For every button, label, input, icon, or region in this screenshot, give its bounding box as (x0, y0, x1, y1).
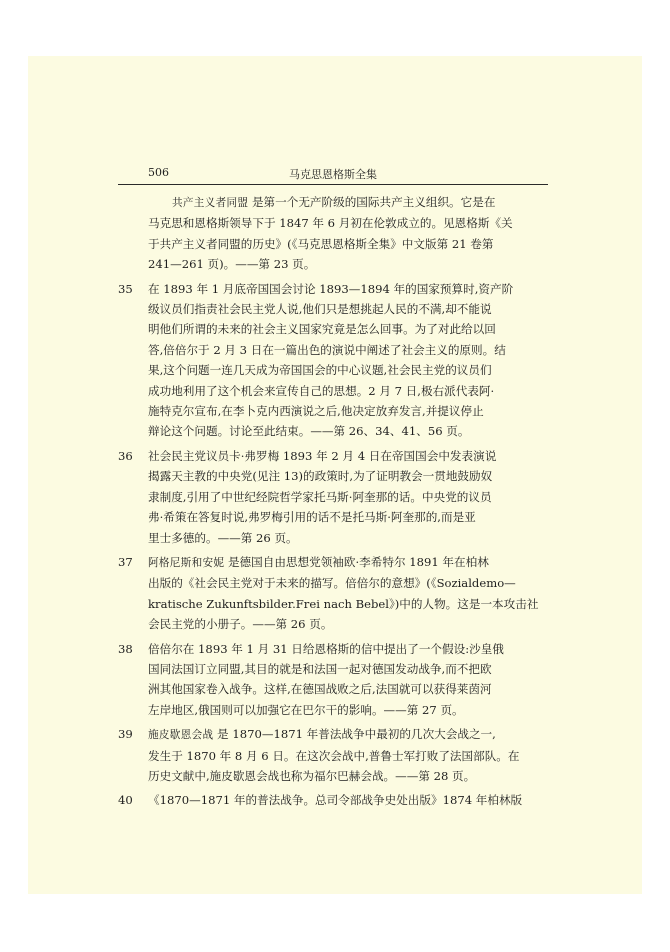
note-number: 39 (118, 727, 133, 742)
note-40 (118, 790, 546, 810)
note-number: 37 (118, 554, 133, 569)
note-number: 38 (118, 641, 133, 656)
note-number: 40 (118, 793, 133, 808)
note-number: 35 (118, 281, 133, 296)
note-line: 241—261 页)。——第 23 页。 (148, 257, 316, 272)
note-line: 级议员们指责社会民主党人说,他们只是想挑起人民的不满,却不能说 (148, 302, 492, 317)
notes-section (118, 192, 546, 815)
note-continuation (148, 192, 546, 275)
note-line: 马克思和恩格斯领导下于 1847 年 6 月初在伦敦成立的。见恩格斯《关 (148, 216, 513, 231)
note-term: 共产主义者同盟 (172, 197, 249, 209)
page-header (118, 164, 548, 185)
note-line: 发生于 1870 年 8 月 6 日。在这次会战中,普鲁士军打败了法国部队。在 (148, 748, 520, 763)
note-term: 施皮歇恩会战 (148, 729, 214, 742)
note-line: 揭露天主教的中央党(见注 13)的政策时,为了证明教会一贯地鼓励奴 (148, 469, 493, 484)
note-line: 社会民主党议员卡·弗罗梅 1893 年 2 月 4 日在帝国国会中发表演说 (148, 448, 497, 463)
note-line: 弗·希策在答复时说,弗罗梅引用的话不是托马斯·阿奎那的,而是亚 (148, 510, 476, 525)
note-line: 在 1893 年 1 月底帝国国会讨论 1893—1894 年的国家预算时,资产阶 (148, 281, 514, 296)
note-37 (118, 552, 546, 635)
note-line: 历史文献中,施皮歇恩会战也称为福尔巴赫会战。——第 28 页。 (148, 768, 476, 783)
note-39 (118, 724, 546, 786)
note-line: 施皮歇恩会战 是 1870—1871 年普法战争中最初的几次大会战之一, (148, 727, 496, 742)
note-35 (118, 279, 546, 442)
note-line: 成功地利用了这个机会来宣传自己的思想。2 月 7 日,极右派代表阿· (148, 383, 495, 398)
note-line: 施特克尔宣布,在李卜克内西演说之后,他决定放弃发言,并提议停止 (148, 404, 484, 419)
note-line: 里士多德的。——第 26 页。 (148, 530, 298, 545)
note-line: 答,倍倍尔于 2 月 3 日在一篇出色的演说中阐述了社会主义的原则。结 (148, 342, 506, 357)
note-number: 36 (118, 448, 133, 463)
note-line: 会民主党的小册子。——第 26 页。 (148, 617, 333, 632)
note-line: 出版的《社会民主党对于未来的描写。倍倍尔的意想》(《Sozialdemo— (148, 576, 516, 591)
note-line: 《1870—1871 年的普法战争。总司令部战争史处出版》1874 年柏林版 (148, 793, 523, 808)
note-line: kratische Zukunftsbilder.Frei nach Bebel》)中的人物。这是一本攻击社 (148, 596, 539, 611)
running-title: 马克思恩格斯全集 (289, 168, 377, 181)
note-line: 辩论这个问题。讨论至此结束。——第 26、34、41、56 页。 (148, 424, 470, 439)
note-line: 倍倍尔在 1893 年 1 月 31 日给恩格斯的信中提出了一个假设:沙皇俄 (148, 641, 504, 656)
note-line: 果,这个问题一连几天成为帝国国会的中心议题,社会民主党的议员们 (148, 363, 492, 378)
note-line: 隶制度,引用了中世纪经院哲学家托马斯·阿奎那的话。中央党的议员 (148, 489, 492, 504)
note-line: 明他们所谓的未来的社会主义国家究竟是怎么回事。为了对此给以回 (148, 322, 496, 337)
note-line: 国同法国订立同盟,其目的就是和法国一起对德国发动战争,而不把欧 (148, 661, 492, 676)
note-term: 阿格尼斯和安妮 (148, 556, 225, 569)
note-line: 于共产主义者同盟的历史》(《马克思恩格斯全集》中文版第 21 卷第 (148, 236, 494, 251)
note-36 (118, 446, 546, 548)
note-line: 阿格尼斯和安妮 是德国自由思想党领袖欧·李希特尔 1891 年在柏林 (148, 554, 489, 569)
note-line: 共产主义者同盟 是第一个无产阶级的国际共产主义组织。它是在 (172, 195, 496, 209)
note-line: 洲其他国家卷入战争。这样,在德国战败之后,法国就可以获得莱茵河 (148, 682, 492, 697)
note-line: 左岸地区,俄国则可以加强它在巴尔干的影响。——第 27 页。 (148, 702, 464, 717)
page-number: 506 (148, 166, 169, 179)
note-38 (118, 639, 546, 721)
